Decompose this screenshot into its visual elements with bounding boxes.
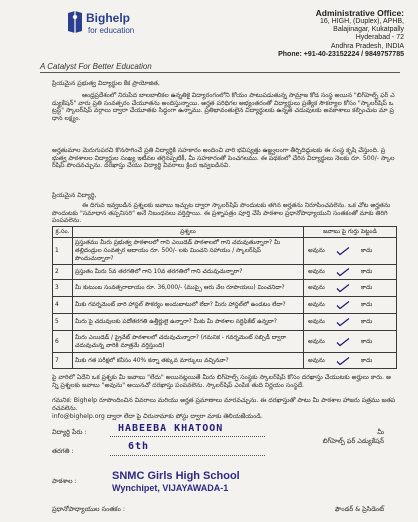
table-row bbox=[53, 297, 397, 314]
answer-yes[interactable]: అవును bbox=[308, 302, 325, 308]
checkmark-icon bbox=[336, 318, 350, 327]
greeting: ప్రియమైన ప్రభుత్వ విద్యార్థుల కేక ప్రాయోజిత, bbox=[52, 80, 160, 87]
answer-options bbox=[306, 354, 394, 367]
headmaster-label: ప్రధానోపాధ్యాయుల సంతకం : bbox=[52, 505, 126, 513]
student-name-value: HABEEBA KHATOON bbox=[118, 423, 224, 434]
answer-no[interactable]: కాదు bbox=[361, 302, 373, 308]
answer-yes[interactable]: అవును bbox=[308, 248, 325, 254]
question-text: ప్రస్తుతము మీరు ప్రభుత్వ పాఠశాలలో గాని ఎయిడెడ్ పాఠశాలలో గాని చదువుతున్నారా? మీ తల్లిదండ్రుల సంవత్సర ఆదాయం రూ. 500/- లకు మించని సహాయం / స్కాలర్‌షిప్ పొందుచున్నారా? bbox=[73, 238, 304, 265]
col-header-number: క్ర.సం. bbox=[53, 227, 73, 238]
answer-cell[interactable] bbox=[304, 280, 397, 297]
question-text: మీకు గవర్నమెంట్ వారి హాస్టల్ సౌకర్యం అందుబాటులో లేదా? మీరు హాస్టల్‌లో ఉండటం లేదా? bbox=[73, 297, 304, 314]
class-label: తరగతి : bbox=[52, 447, 74, 455]
question-number: 2 bbox=[53, 265, 73, 280]
office-address bbox=[254, 8, 404, 58]
answer-no[interactable]: కాదు bbox=[361, 319, 373, 325]
question-number: 3 bbox=[53, 280, 73, 297]
eligibility-note: పై వారిలో ఏదేని ఒక ప్రశ్నకు మీ జవాబు "లేదు" అయినట్లయితే మీరు బిగ్‌హెల్ప్ సంస్థకు స్కాలర్‌షిప్ కోసం దరఖాస్తు చేయుటకు అర్హులు కారు. అన్ని ప్రశ్నలకు జవాబు "అవును" అయినచో దరఖాస్తు పంపవలెను. స్కాలర్‌షిప్ ఎంపిక తుది నిర్ణయం సంస్థదే. bbox=[52, 374, 391, 389]
answer-options bbox=[306, 332, 394, 351]
contact-line: info@bighelp.org ద్వారా లేదా పై చిరునామాకు పోస్టు ద్వారా మాకు తెలియజేయండి. bbox=[52, 413, 263, 420]
answer-no[interactable]: కాదు bbox=[361, 338, 373, 345]
instruction-paragraph: ఈ దిగువ ఇవ్వబడిన ప్రశ్నలకు జవాబు ఇచ్చుట ద్వారా స్కాలర్‌షిప్ పొందుటకు తగిన అర్హతను నిరూపించవలెను. ఒక చోట అర్హతను పొందుటకు "సమాధాన తప్పనిసరి" అనే నిబంధనలు వర్తిస్తాయి. ఈ ప్రశ్నాపత్రం పూర్తి చేసి పాఠశాల ప్రధానోపాధ్యాయుని సంతకంతో మాకు తిరిగి పంపవలెను. bbox=[52, 202, 391, 224]
checkmark-icon bbox=[336, 301, 350, 310]
answer-yes[interactable]: అవును bbox=[308, 285, 325, 291]
answer-cell[interactable] bbox=[304, 331, 397, 353]
bighelp-logo bbox=[66, 8, 136, 38]
table-row bbox=[53, 238, 397, 265]
school-address: Wynchipet, VIJAYAWADA-1 bbox=[112, 483, 229, 493]
student-salutation: ప్రియమైన విద్యార్థి, bbox=[52, 192, 97, 199]
brand-name: Bighelp bbox=[86, 11, 130, 25]
answer-cell[interactable] bbox=[304, 238, 397, 265]
answer-no[interactable]: కాదు bbox=[361, 285, 373, 291]
book-logo-icon bbox=[66, 10, 84, 34]
address-line: Andhra Pradesh, INDIA bbox=[330, 42, 404, 50]
answer-cell[interactable] bbox=[304, 265, 397, 280]
signature-title: ఫౌండర్ & ప్రెసిడెంట్ bbox=[334, 505, 384, 513]
question-text: మీరు ఎయిడెడ్ / ప్రైవేట్ పాఠశాలలో చదువుచున్నారా? (గమనిక - గవర్నమెంట్ సబ్సిడీ ద్వారా చదువుచున్న వారికి మాత్రమే వర్తిస్తుంది) bbox=[73, 331, 304, 353]
address-line: Balajinagar, Kukatpally bbox=[333, 26, 404, 34]
school-stamp bbox=[112, 470, 240, 493]
table-row bbox=[53, 353, 397, 369]
answer-yes[interactable]: అవును bbox=[308, 357, 325, 364]
table-row bbox=[53, 314, 397, 331]
answer-options bbox=[306, 315, 394, 329]
answer-cell[interactable] bbox=[304, 314, 397, 331]
signature-closing: మీ bbox=[377, 428, 384, 436]
office-title: Administrative Office: bbox=[315, 8, 404, 18]
table-row bbox=[53, 265, 397, 280]
col-header-question: ప్రశ్నలు bbox=[73, 227, 304, 238]
signature-org: బిగ్‌హెల్ప్ ఫర్ ఎడ్యుకేషన్ bbox=[322, 437, 384, 445]
eligibility-table bbox=[52, 226, 397, 369]
checkmark-icon bbox=[336, 356, 350, 365]
answer-no[interactable]: కాదు bbox=[361, 269, 373, 275]
header-divider bbox=[40, 72, 400, 73]
school-label: పాఠశాల : bbox=[52, 477, 77, 485]
address-line: Hyderabad - 72 bbox=[355, 34, 404, 42]
col-header-answer: జవాబు పై గుర్తు పెట్టండి bbox=[304, 227, 397, 238]
question-number: 4 bbox=[53, 297, 73, 314]
checkmark-icon bbox=[336, 337, 350, 346]
question-number: 5 bbox=[53, 314, 73, 331]
checkmark-icon bbox=[336, 247, 350, 256]
answer-cell[interactable] bbox=[304, 297, 397, 314]
question-text: ప్రస్తుతం మీరు 5వ తరగతిలో గాని 10వ తరగతిలో గాని చదువుచున్నారా? bbox=[73, 265, 304, 280]
brand-subtitle: for education bbox=[88, 26, 135, 35]
checkmark-icon bbox=[336, 268, 350, 277]
class-value: 6th bbox=[128, 441, 150, 452]
question-text: మీ కుటుంబ సంవత్సరాదాయం రూ. 36,000/- (ముప్పై ఆరు వేల రూపాయలు) మించనిదా? bbox=[73, 280, 304, 297]
answer-no[interactable]: కాదు bbox=[361, 248, 373, 254]
intro-paragraph: ఆంధ్రప్రదేశంలో నిరుపేద బాలబాలికల ఉన్నతికై విద్యారంగంలోని కోయం పాటుపడుతున్న సామ్రాజ కోడ సంస్థ అయిన "బిగ్‌హెల్ప్ ఫర్ ఎడ్యుకేషన్" వారు ప్రతి సంవత్సరం చేయూతను అందిస్తున్నాయి. అర్హత పరిధిగల అభ్యంతరంతో విద్యార్థులు ప్రత్యేక సౌకర్యాల కోసం "స్కాలర్‌షిప్ ఒ ట్రస్ట్" స్కాలర్‌షిప్ వర్గాలు ద్వారా చేయూతకు సిద్ధంగా ఉన్నాము. ప్రతిభావంతులైన విద్యార్థులకు ఉన్నత చదువులకు అవకాశాలు కల్పించుట మా ప్రధాన లక్ష్యం. bbox=[52, 92, 395, 122]
answer-yes[interactable]: అవును bbox=[308, 269, 325, 275]
answer-options bbox=[306, 281, 394, 295]
note-paragraph: గమనిక: Bighelp రూపొందించిన వివరాలు మరియు అర్హత ప్రమాణాలు మారవచ్చును. ఈ దరఖాస్తుతో పాటు మీ పాఠశాల హాజరు పత్రము జతపరచవలెను. bbox=[52, 397, 396, 412]
tagline: A Catalyst For Better Education bbox=[40, 62, 152, 71]
question-number: 6 bbox=[53, 331, 73, 353]
phone-number: Phone: +91-40-23152224 / 9849757785 bbox=[278, 50, 404, 58]
question-text: మీకు గత పరీక్షలో కనీసం 40% కన్నా తక్కువ మార్కులు వచ్చినవా? bbox=[73, 353, 304, 369]
checkmark-icon bbox=[336, 284, 350, 293]
answer-yes[interactable]: అవును bbox=[308, 319, 325, 325]
answer-cell[interactable] bbox=[304, 353, 397, 369]
answer-options bbox=[306, 298, 394, 312]
class-line bbox=[110, 455, 265, 456]
student-name-line bbox=[110, 436, 265, 437]
body-paragraph: అర్హతుమాల మెరుగుపరచి కొనసాగించే ప్రతి విద్యార్థికి సహకారం అందించి వారి భవిష్యత్తు ఉజ్జ్వలంగా తీర్చిదిద్దుటకు ఈ సంస్థ కృషి చేస్తుంది. ప్రభుత్వ పాఠశాలల విద్యార్థుల సంఖ్య ఇటీవల తగ్గినప్పటికీ, మీ సహకారంతో పెంచగలము. ఈ పథకంలో చేరిన విద్యార్థులు నెలకు రూ. 500/- స్కాలర్‌షిప్ పొందవచ్చును. దరఖాస్తు చేయు విద్యార్థి వివరాలు క్రింద ఇవ్వబడినవి. bbox=[52, 147, 395, 170]
school-name: SNMC Girls High School bbox=[112, 470, 240, 482]
answer-options bbox=[306, 240, 394, 263]
question-text: మీరు పై చదువులకు పదోతరగతి ఉత్తీర్ణులై ఉన్నారా? మీకు మీ పాఠశాల సర్టిఫికేట్ ఉన్నదా? bbox=[73, 314, 304, 331]
question-number: 1 bbox=[53, 238, 73, 265]
table-row bbox=[53, 280, 397, 297]
table-row bbox=[53, 331, 397, 353]
answer-yes[interactable]: అవును bbox=[308, 338, 325, 345]
answer-options bbox=[306, 266, 394, 278]
question-number: 7 bbox=[53, 353, 73, 369]
address-line: 16, HIGH, (Duplex), APHB, bbox=[319, 18, 404, 25]
answer-no[interactable]: కాదు bbox=[361, 357, 373, 364]
student-name-label: విద్యార్థి పేరు : bbox=[52, 428, 87, 436]
